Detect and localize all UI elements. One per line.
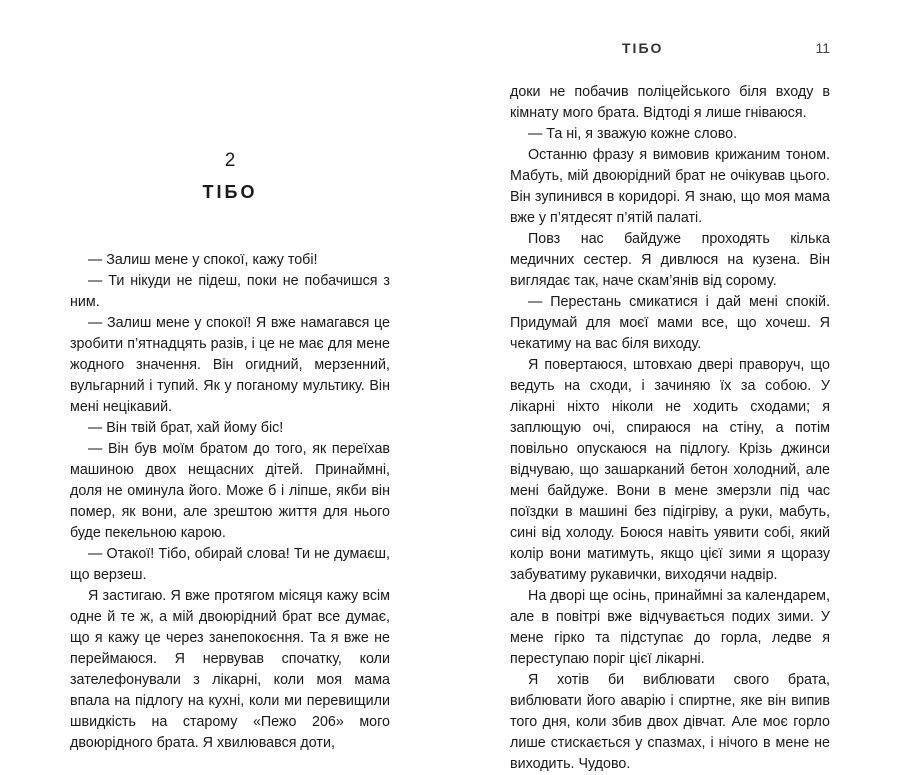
paragraph: — Ти нікуди не підеш, поки не побачишся з ним.: [70, 273, 390, 310]
paragraph: — Залиш мене у спокої! Я вже намагався це зробити п’ятнадцять разів, і це не має для мене жодного значення. Він огидний, мерзенний, вульгарний і тупий. Як у поганому мультику. Він мені нецікавий.: [70, 315, 390, 415]
paragraph: — Залиш мене у спокої, кажу тобі!: [88, 252, 318, 268]
paragraph: Я хотів би виблювати свого брата, виблювати його аварію і спиртне, яке він випив того дня, коли збив двох дівчат. Але моє горло лише стискається у спазмах, і нічого в мене не виходить. Чудово.: [510, 672, 830, 772]
running-title: ТІБО: [622, 40, 664, 56]
paragraph: — Отакої! Тібо, обирай слова! Ти не думаєш, що верзеш.: [70, 546, 390, 583]
paragraph: Я застигаю. Я вже протягом місяця кажу всім одне й те ж, а мій двоюрідний брат все думає, що я кажу це через занепокоєння. Та я вже не переймаюся. Я нервував спочатку, коли зателефонували з лікарні, коли моя мама впала на підлогу на кухні, коли ми перевищили швидкість на старому «Пежо 206» мого двоюрідного брата. Я хвилювався доти,: [70, 588, 390, 751]
chapter-number: 2: [224, 150, 236, 171]
paragraph: — Він твій брат, хай йому біс!: [88, 420, 284, 436]
paragraph: На дворі ще осінь, принаймні за календарем, але в повітрі вже відчувається подих зими. У мене гірко та підступає до горла, ледве я переступаю поріг цієї лікарні.: [510, 588, 830, 667]
right-page-text: [510, 82, 830, 775]
chapter-title: ТІБО: [202, 182, 258, 202]
paragraph: — Та ні, я зважую кожне слово.: [528, 126, 738, 142]
paragraph: Я повертаюся, штовхаю двері праворуч, що ведуть на сходи, і зачиняю їх за собою. У лікарні ніхто ніколи не ходить сходами; я заплющую очі, спираюся на стіну, а потім повільно опускаюся на підлогу. Крізь джинси відчуваю, що зашарканий бетон холодний, але мені байдуже. Вони в мене змерзли під час поїздки в машині без підігріву, а руки, мабуть, сині від холоду. Боюся навіть уявити собі, який колір вони матимуть, якщо цієї зими я щоразу забуватиму рукавички, виходячи надвір.: [510, 357, 830, 583]
page-number: 11: [815, 40, 830, 56]
paragraph: Повз нас байдуже проходять кілька медичних сестер. Я дивлюся на кузена. Він виглядає так, наче скам’янів від сорому.: [510, 231, 830, 289]
left-page-text: [70, 250, 390, 754]
paragraph: Останню фразу я вимовив крижаним тоном. Мабуть, мій двоюрідний брат не очікував цього. Він зупинився в коридорі. Я знаю, що моя мама вже у п’ятдесят п’ятій палаті.: [510, 147, 830, 226]
paragraph: — Перестань смикатися і дай мені спокій. Придумай для моєї мами все, що хочеш. Я чекатиму на вас біля виходу.: [510, 294, 830, 352]
paragraph: — Він був моїм братом до того, як переїхав машиною двох нещасних дітей. Принаймні, доля не оминула його. Може б і ліпше, якби він помер, як вони, але зрештою життя для нього буде пекельною карою.: [70, 441, 390, 541]
paragraph: доки не побачив поліцейського біля входу в кімнату мого брата. Відтоді я лише гніваюся.: [510, 84, 830, 121]
running-header: [510, 40, 830, 60]
